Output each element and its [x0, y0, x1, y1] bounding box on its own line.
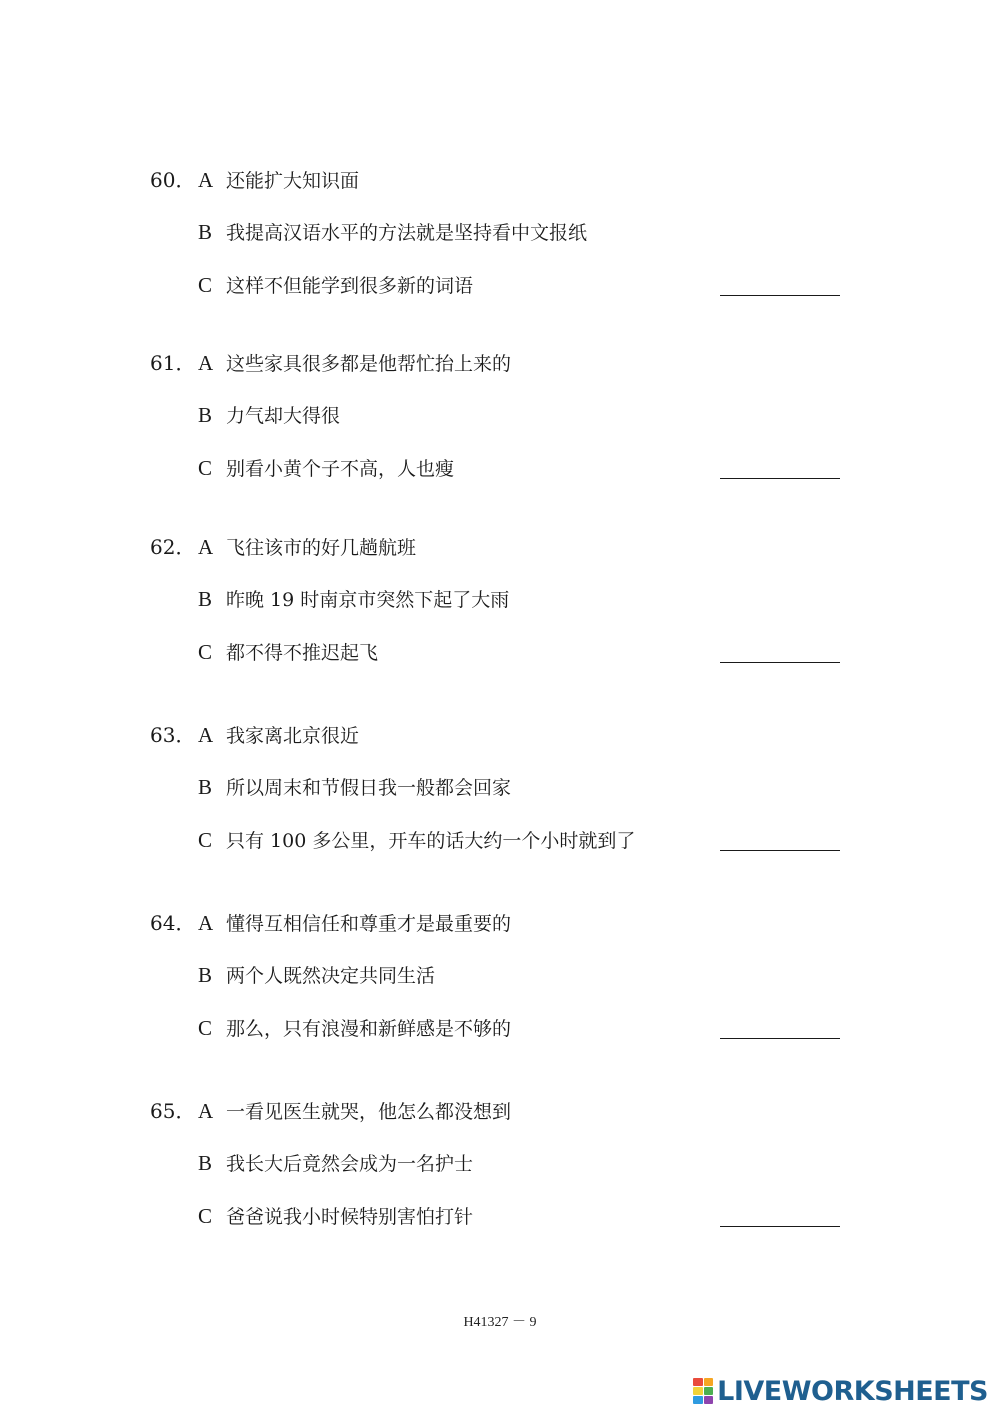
answer-blank[interactable]: [720, 662, 840, 663]
option-c: [198, 639, 378, 666]
option-text: 那么，只有浪漫和新鲜感是不够的: [226, 1018, 512, 1040]
brand-watermark[interactable]: [693, 1373, 988, 1409]
liveworksheets-logo-icon: [693, 1378, 713, 1404]
option-b: [198, 402, 340, 429]
option-text: 只有 100 多公里，开车的话大约一个小时就到了: [226, 830, 636, 852]
option-b: [198, 1150, 473, 1177]
question-number: 62．: [150, 535, 196, 559]
option-letter: C: [198, 640, 213, 664]
option-letter: B: [198, 220, 213, 244]
option-text: 所以周末和节假日我一般都会回家: [226, 777, 512, 799]
option-text: 我家离北京很近: [226, 725, 360, 747]
option-text: 懂得互相信任和尊重才是最重要的: [226, 913, 512, 935]
option-letter: A: [198, 911, 214, 935]
option-letter: A: [198, 535, 214, 559]
option-c: [198, 455, 454, 482]
question-number: 60．: [150, 168, 196, 192]
option-text: 昨晚 19 时南京市突然下起了大雨: [226, 589, 510, 611]
option-text: 力气却大得很: [226, 405, 341, 427]
answer-blank[interactable]: [720, 295, 840, 296]
option-letter: C: [198, 273, 213, 297]
option-b: [198, 962, 435, 989]
option-c: [198, 1015, 511, 1042]
option-a: [198, 722, 359, 749]
option-a: [198, 1098, 511, 1125]
question-number: 65．: [150, 1099, 196, 1123]
option-b: [198, 219, 587, 246]
option-text: 这些家具很多都是他帮忙抬上来的: [226, 353, 512, 375]
option-a: [198, 167, 359, 194]
option-b: [198, 774, 511, 801]
option-letter: C: [198, 456, 213, 480]
option-text: 爸爸说我小时候特别害怕打针: [226, 1206, 474, 1228]
option-c: [198, 1203, 473, 1230]
option-letter: B: [198, 1151, 213, 1175]
option-letter: C: [198, 1016, 213, 1040]
option-letter: A: [198, 351, 214, 375]
option-a: [198, 350, 511, 377]
question-64: [0, 910, 1000, 1070]
question-number: 63．: [150, 723, 196, 747]
question-63: [0, 722, 1000, 882]
answer-blank[interactable]: [720, 1226, 840, 1227]
question-61: [0, 350, 1000, 510]
option-letter: C: [198, 1204, 213, 1228]
option-letter: B: [198, 963, 213, 987]
option-text: 我长大后竟然会成为一名护士: [226, 1153, 474, 1175]
option-text: 这样不但能学到很多新的词语: [226, 275, 474, 297]
option-a: [198, 910, 511, 937]
option-letter: A: [198, 1099, 214, 1123]
option-text: 还能扩大知识面: [226, 170, 360, 192]
option-text: 两个人既然决定共同生活: [226, 965, 436, 987]
option-b: [198, 586, 509, 613]
answer-blank[interactable]: [720, 850, 840, 851]
option-letter: C: [198, 828, 213, 852]
option-letter: B: [198, 403, 213, 427]
option-letter: A: [198, 723, 214, 747]
option-letter: B: [198, 587, 213, 611]
option-letter: B: [198, 775, 213, 799]
option-c: [198, 827, 635, 854]
option-a: [198, 534, 416, 561]
option-letter: A: [198, 168, 214, 192]
option-text: 我提高汉语水平的方法就是坚持看中文报纸: [226, 222, 588, 244]
answer-blank[interactable]: [720, 1038, 840, 1039]
option-c: [198, 272, 473, 299]
question-65: [0, 1098, 1000, 1258]
option-text: 别看小黄个子不高，人也瘦: [226, 458, 455, 480]
question-number: 64．: [150, 911, 196, 935]
page-code: H41327 － 9: [463, 1315, 537, 1330]
option-text: 飞往该市的好几趟航班: [226, 537, 417, 559]
answer-blank[interactable]: [720, 478, 840, 479]
option-text: 一看见医生就哭，他怎么都没想到: [226, 1101, 512, 1123]
question-62: [0, 534, 1000, 694]
option-text: 都不得不推迟起飞: [226, 642, 379, 664]
question-number: 61．: [150, 351, 196, 375]
question-60: [0, 167, 1000, 327]
brand-name: LIVEWORKSHEETS: [717, 1375, 988, 1407]
